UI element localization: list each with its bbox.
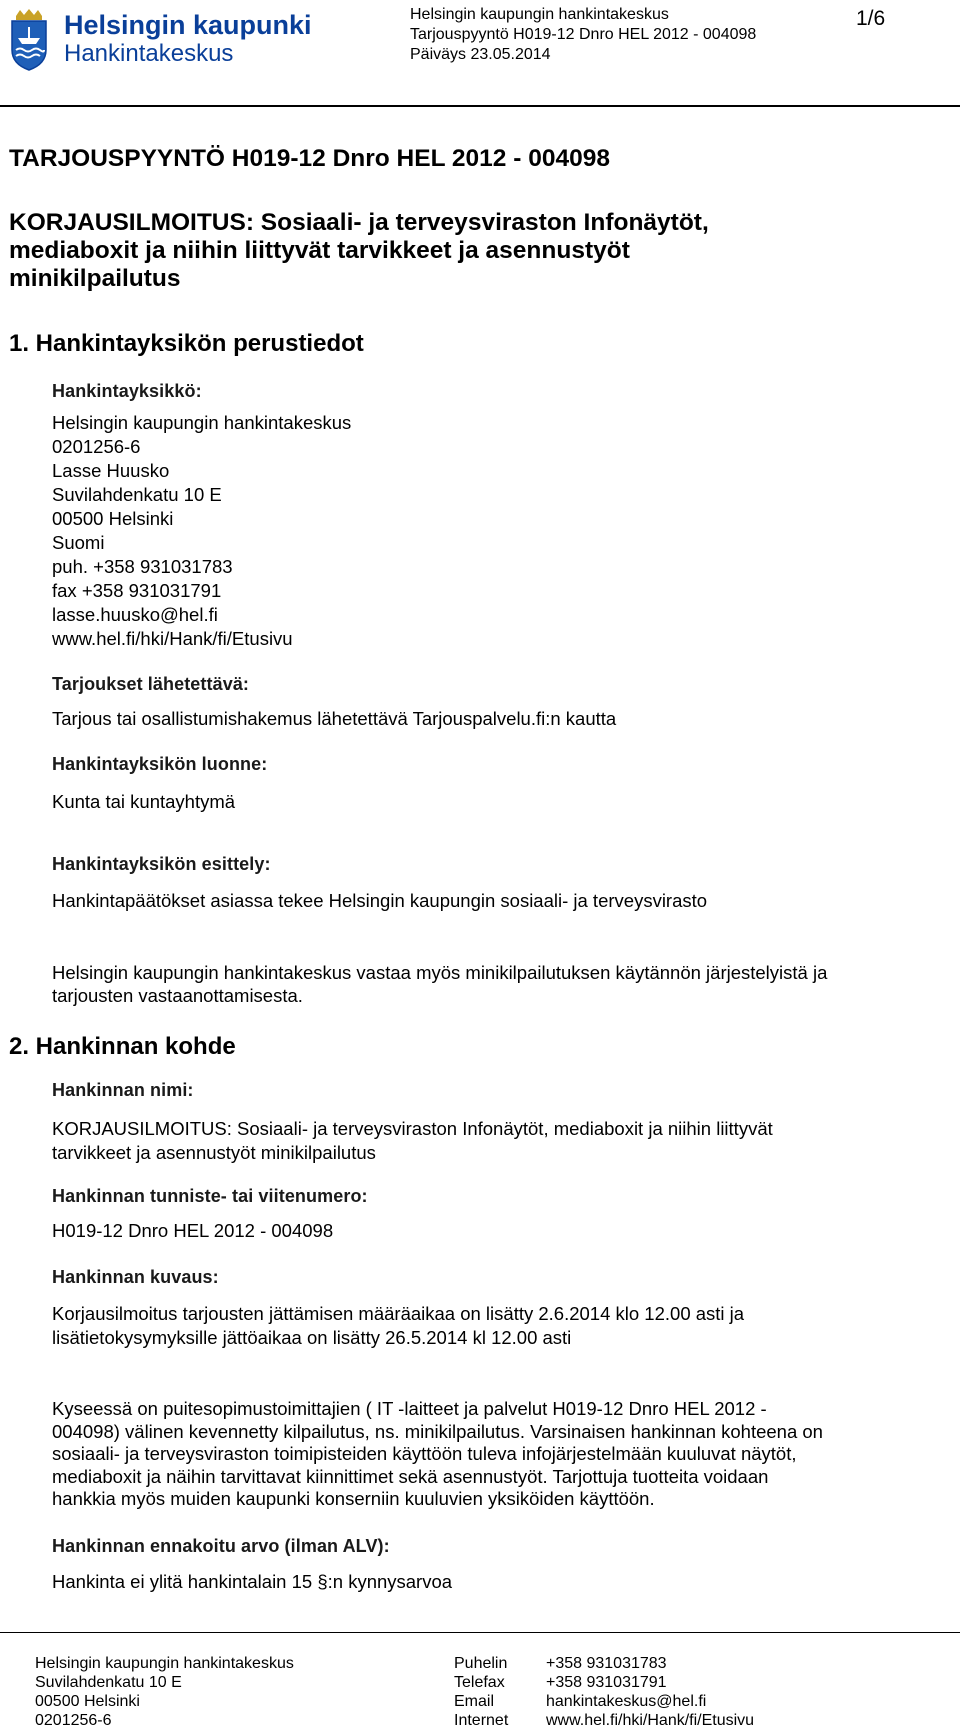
document-title: TARJOUSPYYNTÖ H019-12 Dnro HEL 2012 - 004098 — [9, 145, 610, 172]
header-rule — [0, 105, 960, 107]
description-paragraph-line: sosiaali- ja terveysviraston toimipisteiden käyttöön tuleva infojärjestelmään kuuluvat näytöt, — [52, 1443, 797, 1464]
procurement-name-line-1: KORJAUSILMOITUS: Sosiaali- ja terveysviraston Infonäytöt, mediaboxit ja niihin liittyvät — [52, 1118, 773, 1139]
unit-name: Helsingin kaupungin hankintakeskus — [52, 412, 352, 433]
header-date: Päiväys 23.05.2014 — [410, 46, 551, 63]
unit-phone: puh. +358 931031783 — [52, 556, 233, 577]
description-line-1: Korjausilmoitus tarjousten jättämisen määräaikaa on lisätty 2.6.2014 klo 12.00 asti ja — [52, 1303, 745, 1324]
footer-address — [35, 1654, 294, 1730]
document-subtitle-line-2: mediaboxit ja niihin liittyvät tarvikkeet ja asennustyöt — [9, 237, 630, 264]
unit-fax: fax +358 931031791 — [52, 580, 222, 601]
document-subtitle-line-3: minikilpailutus — [9, 265, 181, 292]
presenter-text-2-line-1: Helsingin kaupungin hankintakeskus vastaa myös minikilpailutuksen käytännön järjestelyistä ja — [52, 962, 828, 983]
description-paragraph — [52, 1398, 823, 1511]
presenter-text-1: Hankintapäätökset asiassa tekee Helsingin kaupungin sosiaali- ja terveysvirasto — [52, 890, 708, 911]
unit-postal: 00500 Helsinki — [52, 508, 174, 529]
procurement-name-line-2: tarvikkeet ja asennustyöt minikilpailutus — [52, 1142, 376, 1163]
footer-email-label: Email — [454, 1693, 495, 1710]
section-1-heading: 1. Hankintayksikön perustiedot — [9, 330, 364, 357]
footer-fax: +358 931031791 — [546, 1674, 667, 1691]
document-subtitle-line-1: KORJAUSILMOITUS: Sosiaali- ja terveysviraston Infonäytöt, — [9, 209, 709, 236]
header-info — [410, 5, 756, 65]
procurement-id-label: Hankinnan tunniste- tai viitenumero: — [52, 1186, 368, 1206]
description-line-2: lisätietokysymyksille jättöaikaa on lisätty 26.5.2014 kl 12.00 asti — [52, 1327, 572, 1348]
presenter-text-2-line-2: tarjousten vastaanottamisesta. — [52, 985, 303, 1006]
footer-phone-label: Puhelin — [454, 1655, 508, 1672]
send-label: Tarjoukset lähetettävä: — [52, 674, 250, 694]
footer-website-link[interactable]: www.hel.fi/hki/Hank/fi/Etusivu — [546, 1712, 755, 1729]
helsinki-logo — [6, 8, 312, 72]
unit-label: Hankintayksikkö: — [52, 381, 202, 401]
unit-country: Suomi — [52, 532, 105, 553]
description-label: Hankinnan kuvaus: — [52, 1267, 219, 1287]
unit-email-link[interactable]: lasse.huusko@hel.fi — [52, 604, 218, 625]
unit-address-block — [52, 411, 351, 651]
logo-wordmark — [64, 10, 312, 68]
footer-email-link[interactable]: hankintakeskus@hel.fi — [546, 1693, 707, 1710]
footer-street: Suvilahdenkatu 10 E — [35, 1674, 182, 1691]
unit-contact-person: Lasse Huusko — [52, 460, 170, 481]
footer-phone: +358 931031783 — [546, 1655, 667, 1672]
footer-business-id: 0201256-6 — [35, 1712, 112, 1729]
footer-rule — [0, 1632, 960, 1633]
unit-website-link[interactable]: www.hel.fi/hki/Hank/fi/Etusivu — [52, 628, 293, 649]
logo-line-2: Hankintakeskus — [64, 40, 234, 67]
description-paragraph-line: hankkia myös muiden kaupunki konserniin kuuluvien yksiköiden käyttöön. — [52, 1488, 655, 1509]
footer-fax-label: Telefax — [454, 1674, 505, 1691]
description-paragraph-line: mediaboxit ja näihin tarvittavat kiinnittimet sekä asennustyöt. Tarjottuja tuotteita voidaan — [52, 1465, 769, 1487]
footer-contact-values — [546, 1654, 754, 1730]
footer-contact-labels — [454, 1654, 508, 1730]
unit-business-id: 0201256-6 — [52, 436, 141, 457]
footer-internet-label: Internet — [454, 1712, 509, 1729]
presenter-label: Hankintayksikön esittely: — [52, 854, 271, 874]
estimated-value-label: Hankinnan ennakoitu arvo (ilman ALV): — [52, 1536, 390, 1556]
nature-label: Hankintayksikön luonne: — [52, 754, 268, 774]
send-text: Tarjous tai osallistumishakemus lähetettävä Tarjouspalvelu.fi:n kautta — [52, 708, 617, 729]
logo-line-1: Helsingin kaupunki — [64, 10, 312, 40]
section-2-heading: 2. Hankinnan kohde — [9, 1033, 236, 1060]
estimated-value-text: Hankinta ei ylitä hankintalain 15 §:n kynnysarvoa — [52, 1571, 453, 1592]
header-org: Helsingin kaupungin hankintakeskus — [410, 6, 669, 23]
footer-org: Helsingin kaupungin hankintakeskus — [35, 1655, 294, 1672]
footer-postal: 00500 Helsinki — [35, 1693, 140, 1710]
description-paragraph-line: Kyseessä on puitesopimustoimittajien ( IT -laitteet ja palvelut H019-12 Dnro HEL 2012 - — [52, 1398, 767, 1419]
nature-text: Kunta tai kuntayhtymä — [52, 791, 236, 812]
procurement-id-text: H019-12 Dnro HEL 2012 - 004098 — [52, 1220, 334, 1241]
header-reference: Tarjouspyyntö H019-12 Dnro HEL 2012 - 004098 — [410, 26, 757, 43]
procurement-name-label: Hankinnan nimi: — [52, 1080, 194, 1100]
page-number: 1/6 — [856, 7, 886, 30]
unit-street: Suvilahdenkatu 10 E — [52, 484, 222, 505]
description-paragraph-line: 004098) välinen kevennetty kilpailutus, ns. minikilpailutus. Varsinaisen hankinnan kohteena on — [52, 1420, 823, 1442]
